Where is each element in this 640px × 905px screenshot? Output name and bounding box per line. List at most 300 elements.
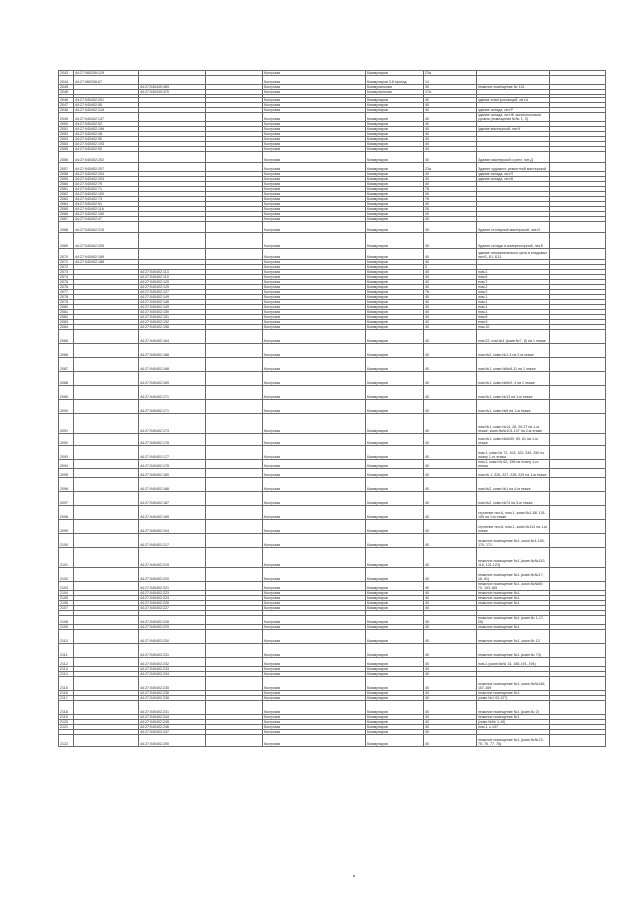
street: Коммунаров <box>366 127 424 132</box>
empty-cell <box>206 163 263 172</box>
house-number: 40 <box>424 630 477 644</box>
street: Коммунаров <box>366 98 424 103</box>
house-number: 40 <box>424 372 477 386</box>
house-number: 40 <box>424 305 477 310</box>
cadastral-number-premises: 44:27:040402:164 <box>139 330 206 344</box>
row-number: 2070 <box>59 249 74 260</box>
empty-cell <box>206 492 263 506</box>
empty-cell <box>206 233 263 249</box>
cadastral-number: 44:27:040402:51 <box>74 202 139 207</box>
row-number: 2104 <box>59 591 74 596</box>
street: Коммунаров <box>366 460 424 469</box>
cadastral-number: 44:27:040402:150 <box>74 212 139 217</box>
house-number: 40 <box>424 217 477 222</box>
street: Коммунаров <box>366 249 424 260</box>
description: здание гальванического цеха и кладовых, лит.Б, Б1, Б13 <box>477 249 550 260</box>
house-number: 40 <box>424 113 477 122</box>
street: Коммунаров <box>366 330 424 344</box>
house-number: 40 <box>424 147 477 152</box>
empty-cell <box>550 76 606 85</box>
cadastral-number <box>74 701 139 715</box>
cadastral-number: 44:27:040402:207 <box>74 163 139 172</box>
street: Коммунаров <box>366 122 424 127</box>
house-number: 40 <box>424 506 477 520</box>
street: Коммунаров <box>366 132 424 137</box>
city: Кострома <box>263 506 366 520</box>
city: Кострома <box>263 71 366 76</box>
house-number: 40 <box>424 735 477 747</box>
description: пом.2 <box>477 285 550 290</box>
description: здание склада, лит.П <box>477 172 550 177</box>
house-number: 40 <box>424 672 477 677</box>
cadastral-number <box>74 446 139 460</box>
row-number: 2106 <box>59 601 74 606</box>
empty-cell <box>550 386 606 400</box>
house-number: 40 <box>424 644 477 658</box>
house-number: 23а <box>424 71 477 76</box>
city: Кострома <box>263 207 366 212</box>
city: Кострома <box>263 222 366 233</box>
city: Кострома <box>263 720 366 725</box>
row-number: 2101 <box>59 548 74 568</box>
city: Кострома <box>263 90 366 95</box>
table-row <box>59 400 606 414</box>
description: нежилое помещение №1 <box>477 691 550 696</box>
row-number: 2111 <box>59 644 74 658</box>
empty-cell <box>206 446 263 460</box>
city: Кострома <box>263 344 366 358</box>
city: Кострома <box>263 730 366 735</box>
row-number: 2057 <box>59 163 74 172</box>
row-number: 2056 <box>59 152 74 163</box>
empty-cell <box>550 630 606 644</box>
cadastral-number <box>74 492 139 506</box>
description: здание склада, лит.Ж частичнонового уровня (помещения №№ 1, 3) <box>477 113 550 122</box>
street: Коммунаров <box>366 207 424 212</box>
house-number: 40 <box>424 325 477 330</box>
table-row <box>59 344 606 358</box>
empty-cell <box>550 520 606 534</box>
house-number: 40 <box>424 446 477 460</box>
city: Кострома <box>263 127 366 132</box>
description: пом.1 <box>477 300 550 305</box>
house-number: 40 <box>424 460 477 469</box>
empty-cell <box>206 735 263 747</box>
description: Здание художест-ремонтной мастерской <box>477 163 550 172</box>
street: Коммунаров <box>366 478 424 492</box>
description: пом.2 <box>477 290 550 295</box>
description: пом.№ 1, 226, 227, 228, 229 на 1-м этаже <box>477 469 550 478</box>
city: Кострома <box>263 295 366 300</box>
row-number: 2090 <box>59 400 74 414</box>
city: Кострома <box>263 132 366 137</box>
cadastral-number: 44:27:040402:189 <box>74 249 139 260</box>
house-number: 40 <box>424 715 477 720</box>
city: Кострома <box>263 98 366 103</box>
house-number: 40 <box>424 132 477 137</box>
cadastral-number: 44:27:040402:55 <box>74 103 139 108</box>
cadastral-number <box>74 534 139 548</box>
city: Кострома <box>263 197 366 202</box>
cadastral-number <box>74 434 139 446</box>
street: Коммунаров <box>366 434 424 446</box>
description: пом.1, комн.№ 72, 103, 102, 249, 250 по плану 1-го этажа <box>477 446 550 460</box>
row-number: 2121 <box>59 725 74 730</box>
city: Кострома <box>263 701 366 715</box>
table-row <box>59 358 606 372</box>
street: Коммунаров <box>366 591 424 596</box>
empty-cell <box>550 446 606 460</box>
city: Кострома <box>263 280 366 285</box>
house-number: 40 <box>424 386 477 400</box>
street: Коммунаров <box>366 182 424 187</box>
city: Кострома <box>263 492 366 506</box>
city: Кострома <box>263 310 366 315</box>
row-number: 2055 <box>59 147 74 152</box>
cadastral-number-premises: 44:27:040440:469 <box>139 85 206 90</box>
empty-cell <box>550 152 606 163</box>
house-number: 76 <box>424 197 477 202</box>
description: пом.№2, комн.№1 на 4-м этаже <box>477 478 550 492</box>
row-number: 2094 <box>59 460 74 469</box>
cadastral-number: 44:27:040402:202 <box>74 152 139 163</box>
city: Кострома <box>263 596 366 601</box>
city: Кострома <box>263 520 366 534</box>
table-row <box>59 249 606 260</box>
empty-cell <box>206 644 263 658</box>
street: Коммунаров <box>366 625 424 630</box>
row-number: 2079 <box>59 300 74 305</box>
cadastral-number: 44:27:060206:67 <box>74 76 139 85</box>
row-number: 2078 <box>59 295 74 300</box>
city: Кострома <box>263 290 366 295</box>
cadastral-number <box>74 644 139 658</box>
empty-cell <box>206 330 263 344</box>
description: пом.1, комн.№ 62, 158 на плану 1-го этажа <box>477 460 550 469</box>
cadastral-number-premises: 44:27:040402:224 <box>139 596 206 601</box>
house-number: 40 <box>424 601 477 606</box>
row-number: 2082 <box>59 315 74 320</box>
house-number: 40 <box>424 582 477 591</box>
cadastral-number-premises: 44:27:040402:241 <box>139 701 206 715</box>
description: здание склада, лит.Р <box>477 108 550 113</box>
row-number: 2119 <box>59 715 74 720</box>
row-number: 2050 <box>59 122 74 127</box>
cadastral-number-premises: 44:27:040402:177 <box>139 446 206 460</box>
row-number: 2063 <box>59 197 74 202</box>
cadastral-number: 44:27:040402:47 <box>74 217 139 222</box>
table-row <box>59 446 606 460</box>
empty-cell <box>550 469 606 478</box>
cadastral-number-premises: 44:27:040402:168 <box>139 358 206 372</box>
city: Кострома <box>263 330 366 344</box>
cadastral-number-premises: 44:27:040402:226 <box>139 601 206 606</box>
street: Коммунаров <box>366 192 424 197</box>
street: Коммунаров <box>366 534 424 548</box>
house-number: 40 <box>424 315 477 320</box>
row-number: 2048 <box>59 108 74 113</box>
city: Кострома <box>263 305 366 310</box>
row-number: 2120 <box>59 720 74 725</box>
cadastral-number <box>74 358 139 372</box>
description: нежилое помещение №1 <box>477 601 550 606</box>
empty-cell <box>550 616 606 625</box>
cadastral-number: 44:27:040402:205 <box>74 233 139 249</box>
table-row <box>59 677 606 691</box>
empty-cell <box>206 152 263 163</box>
empty-cell <box>550 568 606 582</box>
street: Коммунаров <box>366 147 424 152</box>
empty-cell <box>206 344 263 358</box>
empty-cell <box>550 534 606 548</box>
cadastral-number-premises <box>139 152 206 163</box>
cadastral-number-premises: 44:27:040402:219 <box>139 548 206 568</box>
house-number: 3 <box>424 265 477 270</box>
city: Кострома <box>263 534 366 548</box>
row-number: 2076 <box>59 285 74 290</box>
city: Кострома <box>263 696 366 701</box>
street: Коммунаров <box>366 725 424 730</box>
row-number: 2045 <box>59 85 74 90</box>
house-number: 40 <box>424 280 477 285</box>
cadastral-number-premises <box>139 222 206 233</box>
row-number: 2093 <box>59 446 74 460</box>
city: Кострома <box>263 76 366 85</box>
row-number: 2047 <box>59 103 74 108</box>
cadastral-number: 44:27:040402:218 <box>74 108 139 113</box>
empty-cell <box>206 76 263 85</box>
cadastral-number-premises: 44:27:040402:194 <box>139 520 206 534</box>
street: Коммунаров <box>366 163 424 172</box>
street: Коммунаров <box>366 233 424 249</box>
street: Коммунаров <box>366 172 424 177</box>
cadastral-number-premises: 44:27:040402:231 <box>139 644 206 658</box>
empty-cell <box>550 249 606 260</box>
cadastral-number-premises: 44:27:040402:173 <box>139 414 206 434</box>
cadastral-number <box>74 658 139 667</box>
city: Кострома <box>263 152 366 163</box>
description: пом.№1, комн.№6 на 1-м этаже <box>477 400 550 414</box>
house-number: 23а <box>424 163 477 172</box>
street: Коммунаров <box>366 446 424 460</box>
row-number: 2097 <box>59 492 74 506</box>
cadastral-number: 44:27:040402:116 <box>74 207 139 212</box>
house-number: 40 <box>424 625 477 630</box>
empty-cell <box>206 616 263 625</box>
city: Кострома <box>263 386 366 400</box>
cadastral-number-premises: 44:27:040402:233 <box>139 667 206 672</box>
house-number: 40 <box>424 667 477 672</box>
street: Коммунаров <box>366 616 424 625</box>
cadastral-number-premises: 44:27:040402:250 <box>139 735 206 747</box>
cadastral-number-premises: 44:27:040402:245 <box>139 720 206 725</box>
row-number: 2107 <box>59 606 74 611</box>
row-number: 2089 <box>59 386 74 400</box>
street: Коммунаров <box>366 691 424 696</box>
cadastral-number-premises: 44:27:040402:146 <box>139 300 206 305</box>
street: Коммунаров <box>366 142 424 147</box>
empty-cell <box>550 222 606 233</box>
street: Коммунаров <box>366 414 424 434</box>
city: Кострома <box>263 320 366 325</box>
description: нежилое помещение №1, комн.№ 13 <box>477 630 550 644</box>
table-row <box>59 372 606 386</box>
cadastral-number: 44:27:040402:100 <box>74 192 139 197</box>
cadastral-number-premises: 44:27:040402:176 <box>139 434 206 446</box>
city: Кострома <box>263 147 366 152</box>
description: (комн.№№ 1-19) <box>477 720 550 725</box>
street: Коммунаров <box>366 152 424 163</box>
empty-cell <box>206 249 263 260</box>
cadastral-number: 44:27:040402:203 <box>74 177 139 182</box>
cadastral-number <box>74 469 139 478</box>
row-number: 2046 <box>59 98 74 103</box>
cadastral-number <box>74 506 139 520</box>
cadastral-number-premises <box>139 163 206 172</box>
description: нежилое помещение №1, комн.№1-150, 170, 171 <box>477 534 550 548</box>
city: Кострома <box>263 446 366 460</box>
description: пом.№1, комн.№13 на 1-м этаже <box>477 386 550 400</box>
register-sheet <box>58 70 578 747</box>
cadastral-number: 44:27:040402:50 <box>74 137 139 142</box>
street: Коммунаров <box>366 113 424 122</box>
house-number: 40 <box>424 192 477 197</box>
description: здание склада, лит.В <box>477 177 550 182</box>
cadastral-number-premises: 44:27:040402:235 <box>139 677 206 691</box>
street: Коммунаров <box>366 222 424 233</box>
description: здание электростанций, лит.А <box>477 98 550 103</box>
city: Кострома <box>263 108 366 113</box>
cadastral-number-premises: 44:27:040402:217 <box>139 534 206 548</box>
cadastral-number-premises: 44:27:040402:166 <box>139 344 206 358</box>
city: Кострома <box>263 315 366 320</box>
house-number: 40 <box>424 478 477 492</box>
empty-cell <box>206 677 263 691</box>
description: нежилое помещение №1 (комн.№ 2) <box>477 701 550 715</box>
house-number: 30 <box>424 85 477 90</box>
empty-cell <box>206 701 263 715</box>
street: Коммунаров <box>366 295 424 300</box>
cadastral-number-premises: 44:27:040402:125 <box>139 285 206 290</box>
house-number: 40 <box>424 520 477 534</box>
stray-mark <box>353 875 355 877</box>
street: Коммунаров <box>366 720 424 725</box>
row-number: 2112 <box>59 658 74 667</box>
table-row <box>59 414 606 434</box>
empty-cell <box>206 358 263 372</box>
table-body <box>59 71 606 747</box>
table-row <box>59 386 606 400</box>
house-number: 40 <box>424 591 477 596</box>
row-number: 2071 <box>59 260 74 265</box>
house-number: 40 <box>424 249 477 260</box>
street: Коммунаров <box>366 187 424 192</box>
table-row <box>59 233 606 249</box>
row-number: 2080 <box>59 305 74 310</box>
cadastral-number <box>74 616 139 625</box>
row-number: 2044 <box>59 76 74 85</box>
city: Кострома <box>263 202 366 207</box>
empty-cell <box>550 677 606 691</box>
city: Кострома <box>263 715 366 720</box>
city: Кострома <box>263 601 366 606</box>
row-number: 2115 <box>59 677 74 691</box>
city: Кострома <box>263 625 366 630</box>
cadastral-number <box>74 344 139 358</box>
row-number: 2059 <box>59 177 74 182</box>
row-number: 2074 <box>59 275 74 280</box>
row-number: 2110 <box>59 630 74 644</box>
city: Кострома <box>263 163 366 172</box>
description: пом.9 <box>477 320 550 325</box>
empty-cell <box>206 582 263 591</box>
street: Коммунаров <box>366 506 424 520</box>
street: Коммунаров <box>366 217 424 222</box>
cadastral-number <box>74 735 139 747</box>
row-number: 2053 <box>59 137 74 142</box>
row-number: 2087 <box>59 358 74 372</box>
house-number: 40 <box>424 596 477 601</box>
city: Кострома <box>263 582 366 591</box>
description: пом.№1, комн.№№59, 60, 61 на 1-м этаже <box>477 434 550 446</box>
house-number: 40 <box>424 730 477 735</box>
street: Коммунаров <box>366 108 424 113</box>
cadastral-number <box>74 478 139 492</box>
house-number: 40 <box>424 127 477 132</box>
table-row <box>59 548 606 568</box>
city: Кострома <box>263 325 366 330</box>
description: пом.1 (комн.№№ 14, 186-191, 194) <box>477 658 550 667</box>
house-number: 40 <box>424 295 477 300</box>
row-number: 2065 <box>59 207 74 212</box>
street: Коммунаров <box>366 568 424 582</box>
street: Коммунаров <box>366 696 424 701</box>
cadastral-number <box>74 460 139 469</box>
cadastral-number-premises: 44:27:040402:244 <box>139 715 206 720</box>
description: нежилое помещение №1, комн.№№69, 70, 163-165 <box>477 582 550 591</box>
row-number: 2114 <box>59 672 74 677</box>
cadastral-number <box>74 330 139 344</box>
house-number: 40 <box>424 701 477 715</box>
cadastral-number: 44:27:040402:196 <box>74 127 139 132</box>
row-number: 2062 <box>59 192 74 197</box>
house-number: 40 <box>424 122 477 127</box>
empty-cell <box>206 386 263 400</box>
empty-cell <box>206 469 263 478</box>
empty-cell <box>206 400 263 414</box>
city: Кострома <box>263 249 366 260</box>
description: Здание столярной мастерской, лит.И <box>477 222 550 233</box>
row-number: 2091 <box>59 414 74 434</box>
city: Кострома <box>263 137 366 142</box>
street: Коммунаров <box>366 310 424 315</box>
street: Коммунаров <box>366 400 424 414</box>
house-number: 40 <box>424 270 477 275</box>
row-number: 2122 <box>59 735 74 747</box>
city: Кострома <box>263 568 366 582</box>
description: пом.1 <box>477 310 550 315</box>
house-number: 26 <box>424 207 477 212</box>
cadastral-number <box>74 677 139 691</box>
house-number: 40 <box>424 330 477 344</box>
description: нежилое помещение № 101 <box>477 85 550 90</box>
empty-cell <box>550 460 606 469</box>
description: пом.№2, комн.№1-3 на 2-м этаже <box>477 344 550 358</box>
empty-cell <box>206 658 263 667</box>
cadastral-number <box>74 372 139 386</box>
city: Кострома <box>263 735 366 747</box>
city: Кострома <box>263 182 366 187</box>
